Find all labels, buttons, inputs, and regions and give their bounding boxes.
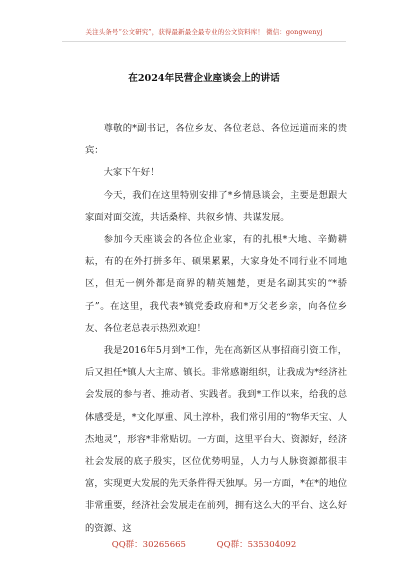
paragraph: 参加今天座谈会的各位企业家，有的扎根*大地、辛勤耕耘，有的在外打拼多年、硕果累累，大家身处不同行业不同地区，但无一例外都是商界的精英翘楚，更是名副其实的“*骄子”。在这里，我代表*镇党委政府和*万父老乡亲，向各位乡友、各位老总表示热烈欢迎！ [85,234,347,334]
greeting: 大家下午好！ [103,167,160,179]
paragraph: 今天，我们在这里特别安排了*乡情恳谈会，主要是想跟大家面对面交流，共话桑梓、共叙乡情、共谋发展。 [85,189,347,223]
header-divider [62,41,346,42]
document-body [85,118,347,540]
footer-qq-group-1: QQ群：30265665 [111,540,186,550]
header-banner: 关注头条号“公文研究”，获得最新最全最专业的公文资料库！ 微信：gongwenyj [85,28,323,36]
paragraph: 我是2016年5月到*工作，先在高新区从事招商引资工作，后又担任*镇人大主席、镇长。非常感谢组织，让我成为*经济社会发展的参与者、推动者、实践者。我到*工作以来，给我的总体感受是，*文化厚重、风土淳朴，我们常引用的“物华天宝、人杰地灵”，形容*非常贴切。一方面，这里平台大、资源好，经济社会发展的底子殷实，区位优势明显，人力与人脉资源都很丰富，实现更大发展的先天条件得天独厚。另一方面，*在*的地位非常重要，经济社会发展走在前列，拥有这么大的平台、这么好的资源、这 [85,345,347,534]
document-title: 在2024年民营企业座谈会上的讲话 [128,73,280,84]
salutation: 尊敬的*副书记，各位乡友、各位老总、各位远道而来的贵宾： [85,123,347,157]
footer-qq-group-2: QQ群：535304092 [216,540,297,550]
footer [0,538,408,550]
